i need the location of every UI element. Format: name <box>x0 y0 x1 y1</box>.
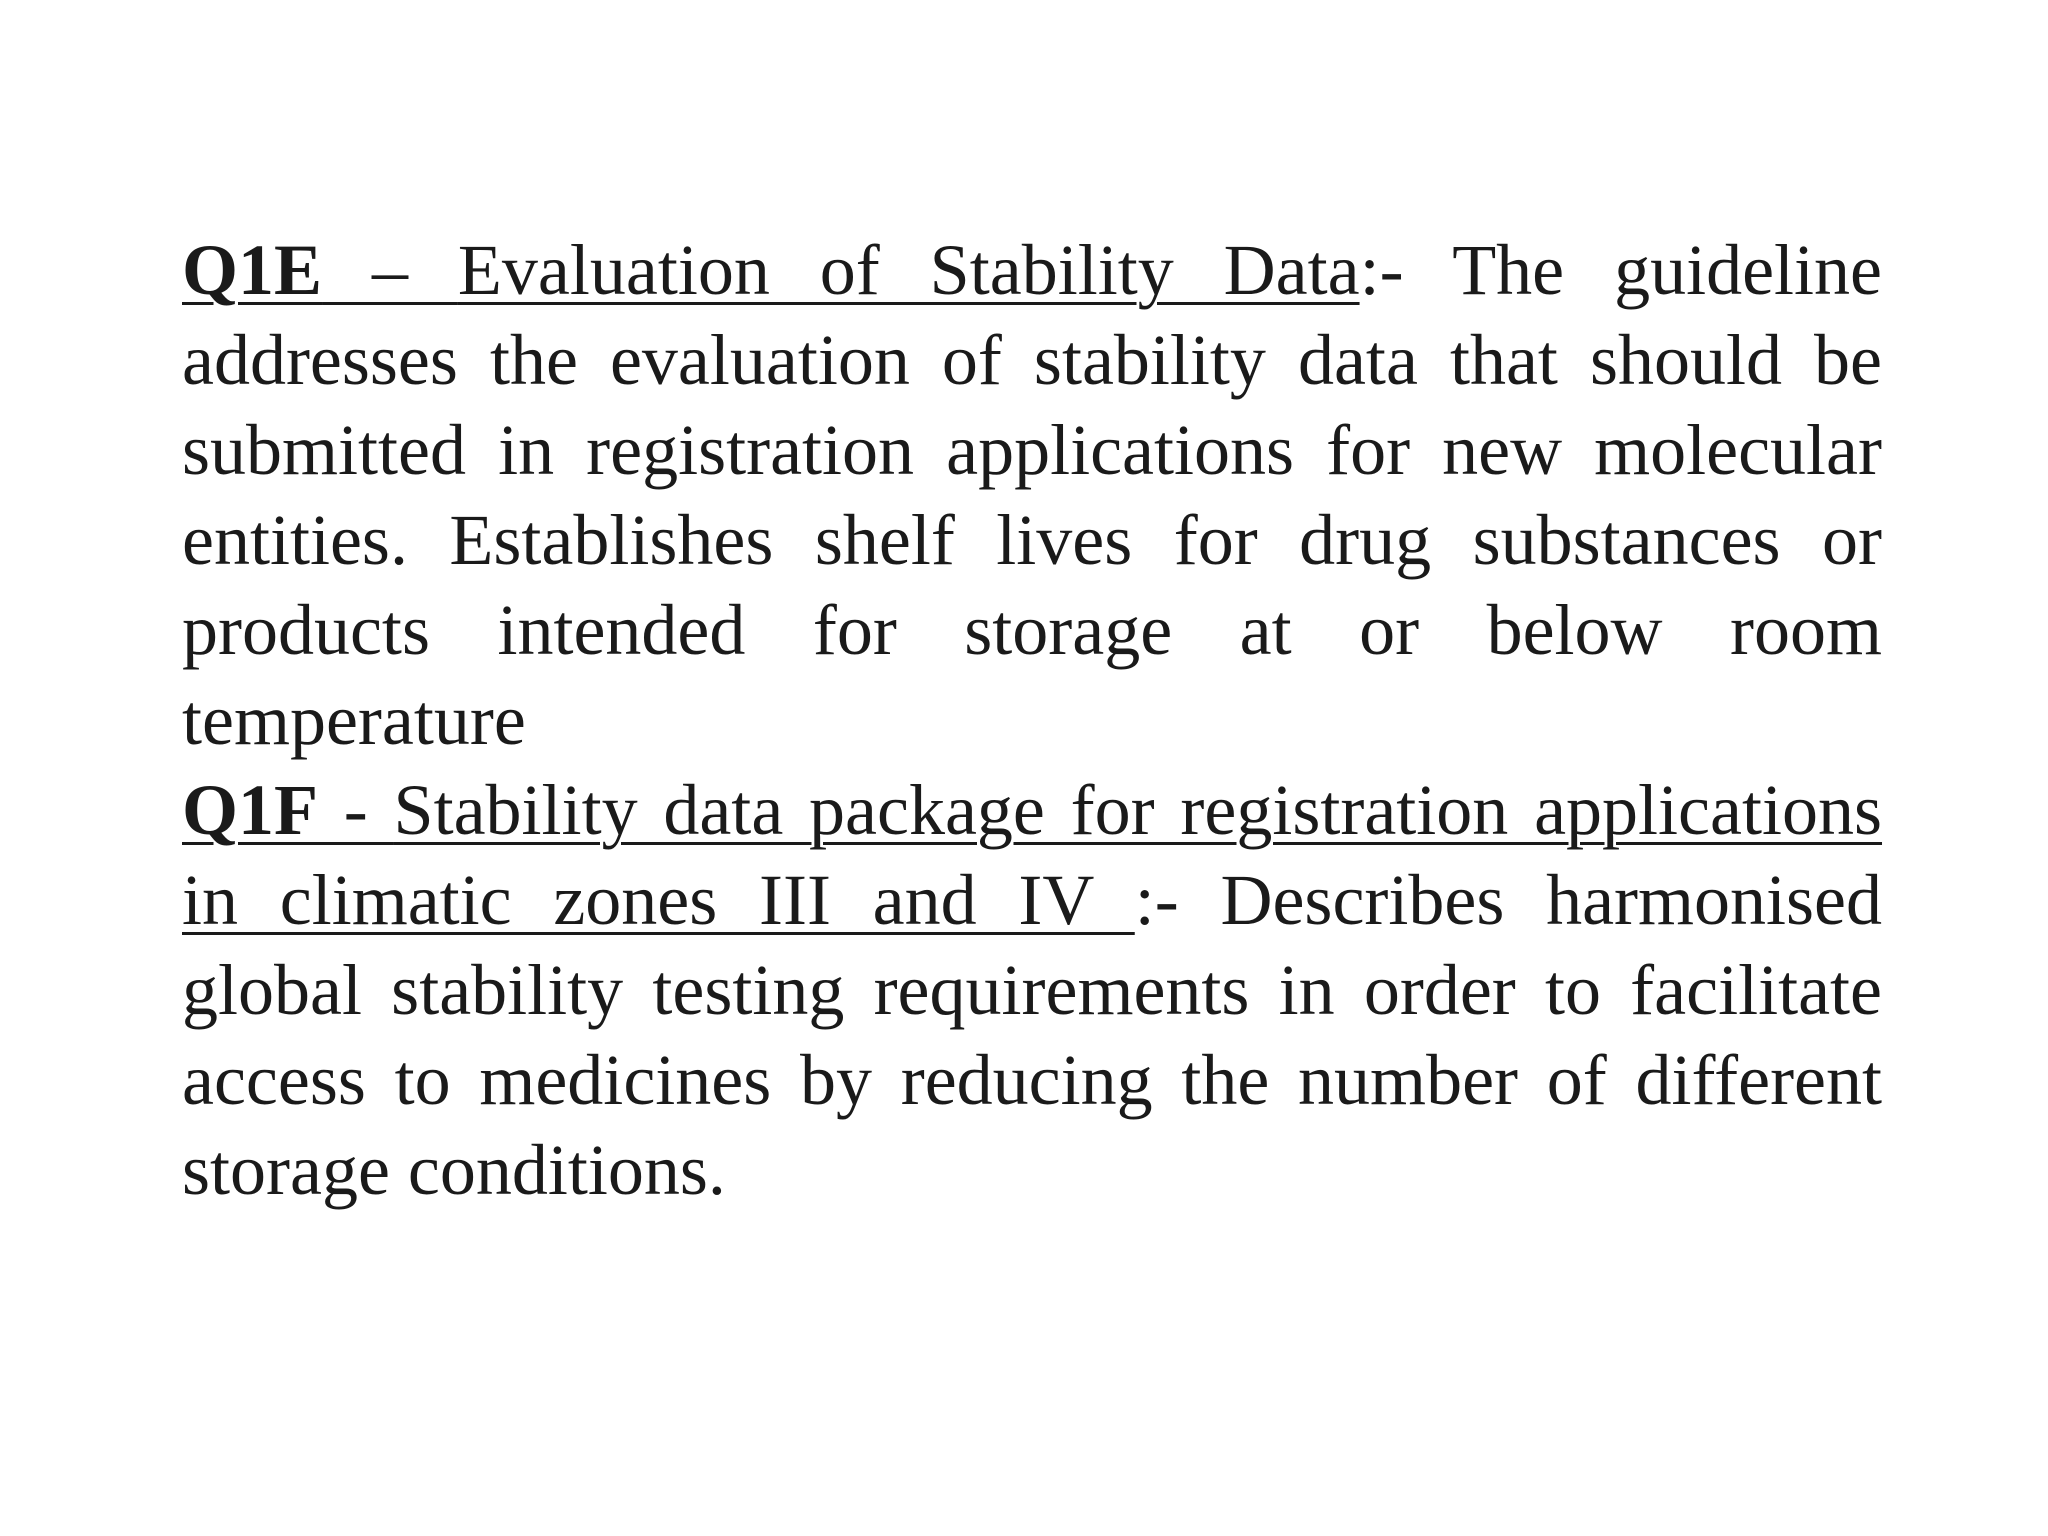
guideline-code: Q1F <box>182 770 318 850</box>
guideline-title: Stability data package for registration applications in climatic zones III and IV <box>182 770 1883 940</box>
document-body <box>182 225 1882 1215</box>
guideline-heading-q1e <box>182 230 1360 310</box>
heading-delimiter: :- <box>1134 860 1221 940</box>
guideline-code: Q1E <box>182 230 323 310</box>
guideline-description: Describes harmonised global stability testing requirements in order to facilitate access to medicines by reducing the number of different storage conditions. <box>182 860 1882 1210</box>
guideline-description: The guideline addresses the evaluation of stability data that should be submitted in registration applications for new molecular entities. Establishes shelf lives for drug substances or products intended for storage at or below room temperature <box>182 230 1882 760</box>
heading-delimiter: :- <box>1359 230 1453 310</box>
heading-separator: - <box>317 770 394 850</box>
guideline-title: Evaluation of Stability Data <box>457 230 1360 310</box>
guideline-entry-q1e <box>182 225 1882 765</box>
guideline-entry-q1f <box>182 765 1882 1215</box>
heading-separator: – <box>322 230 458 310</box>
